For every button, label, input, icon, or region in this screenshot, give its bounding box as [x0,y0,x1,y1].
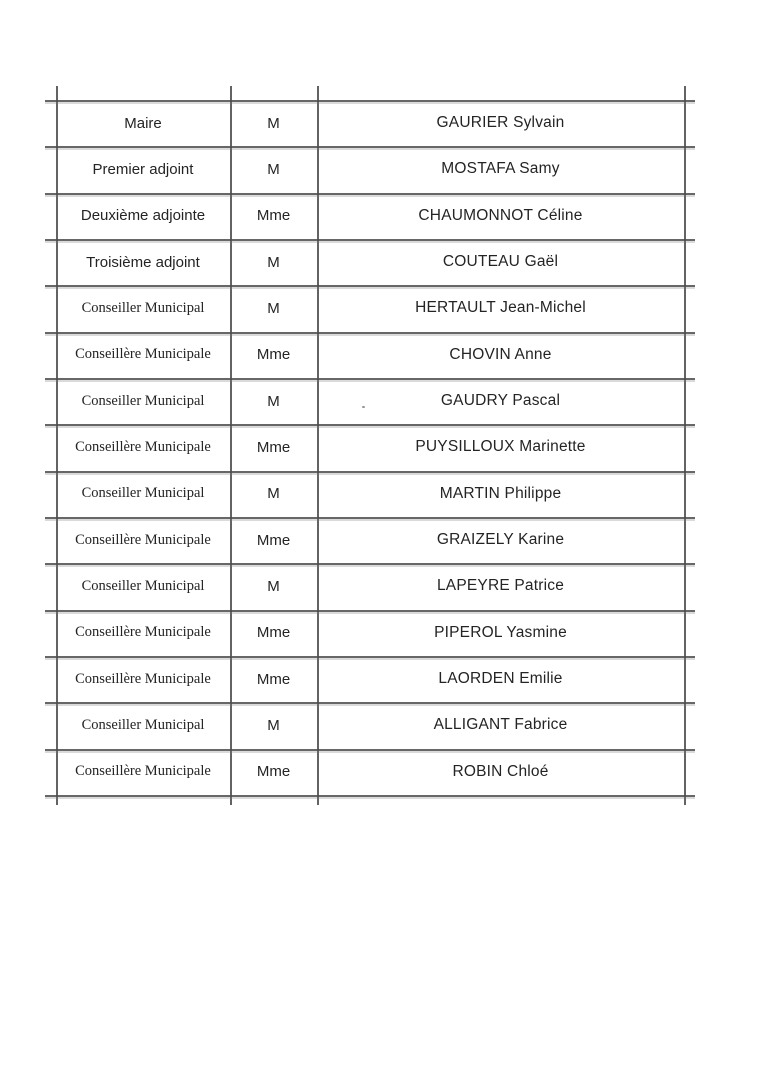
name-cell: CHAUMONNOT Céline [418,206,583,224]
civility-cell: M [267,299,280,317]
role-cell: Conseiller Municipal [81,299,205,316]
name-cell: LAORDEN Emilie [438,670,563,688]
table-row [56,100,684,146]
role-cell: Conseillère Municipale [75,438,211,455]
table-row [56,471,684,517]
name-cell: ROBIN Chloé [452,762,549,780]
table-row [56,193,684,239]
role-cell: Premier adjoint [92,160,194,178]
civility-cell: M [267,253,280,271]
civility-cell: M [267,485,280,503]
table-row [56,749,684,795]
name-cell: CHOVIN Anne [449,345,552,363]
role-cell: Maire [124,114,162,132]
name-cell: HERTAULT Jean-Michel [415,299,586,317]
civility-cell: M [267,392,280,410]
table-row [56,332,684,378]
civility-cell: Mme [256,207,291,225]
civility-cell: Mme [256,346,291,364]
civility-cell: Mme [256,763,291,781]
civility-cell: M [267,716,280,734]
name-cell: PUYSILLOUX Marinette [415,438,586,456]
table-row [56,656,684,702]
civility-cell: Mme [256,624,291,642]
name-cell: GAUDRY Pascal [440,392,561,410]
table-row [56,424,684,470]
table-row [56,146,684,192]
table-row [56,285,684,331]
table-row [56,517,684,563]
name-cell: LAPEYRE Patrice [436,577,565,595]
table-row [56,563,684,609]
table-row [56,702,684,748]
role-cell: Conseiller Municipal [81,392,205,409]
name-cell: GRAIZELY Karine [436,531,565,549]
name-cell: MOSTAFA Samy [441,160,560,178]
name-cell: COUTEAU Gaël [442,253,559,271]
table-grid-line-horizontal [45,795,695,797]
role-cell: Conseillère Municipale [75,763,211,780]
civility-cell: Mme [256,438,291,456]
civility-cell: Mme [256,670,291,688]
name-cell: MARTIN Philippe [439,484,562,502]
table-row [56,378,684,424]
civility-cell: M [267,577,280,595]
table-row [56,610,684,656]
name-cell: ALLIGANT Fabrice [433,716,568,734]
role-cell: Conseillère Municipale [75,670,211,687]
role-cell: Deuxième adjointe [80,207,206,225]
name-cell: PIPEROL Yasmine [434,623,567,641]
civility-cell: M [267,114,280,132]
role-cell: Conseiller Municipal [81,577,205,594]
role-cell: Troisième adjoint [86,253,200,271]
role-cell: Conseiller Municipal [81,485,205,502]
role-cell: Conseiller Municipal [81,716,205,733]
role-cell: Conseillère Municipale [75,346,211,363]
role-cell: Conseillère Municipale [75,624,211,641]
civility-cell: Mme [256,531,291,549]
civility-cell: M [267,160,280,178]
role-cell: Conseillère Municipale [75,531,211,548]
table-row [56,239,684,285]
name-cell: GAURIER Sylvain [436,114,565,132]
